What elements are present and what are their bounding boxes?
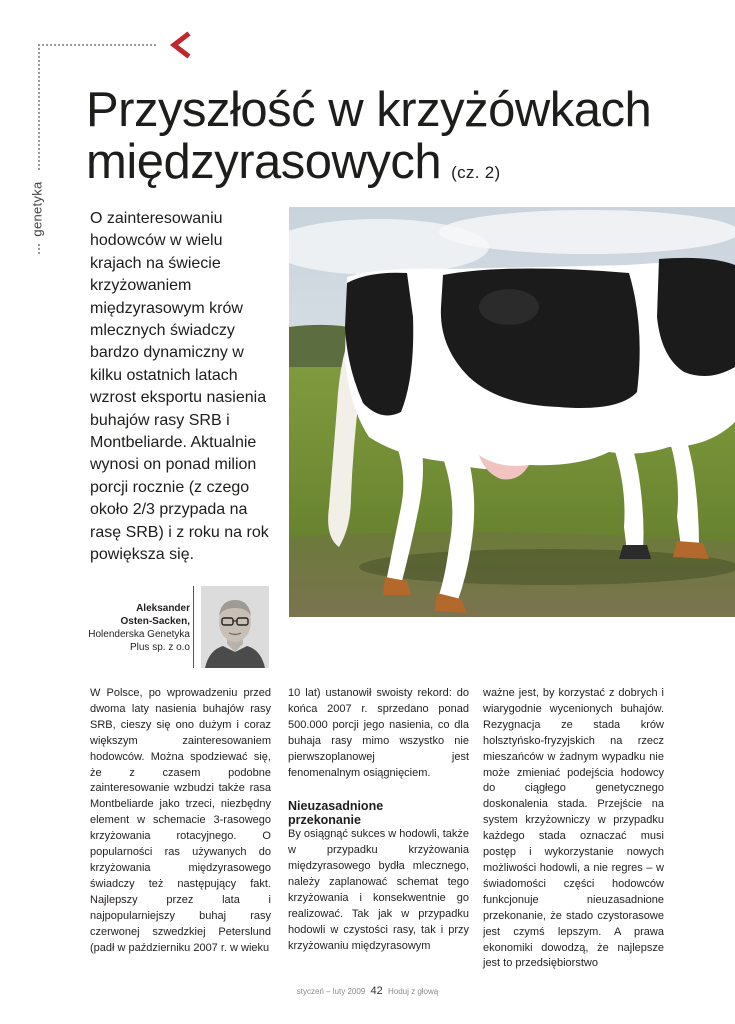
body-col3-text: ważne jest, by korzystać z dobrych i wiarygodnie wycenionych buhajów. Rezygnacja ze stada krów holsztyńsko-fryzyjskich na rzecz mieszańców w żadnym wypadku nie może zmieniać podejścia hodowcy do ciągłego genetycznego doskonalenia stada. Przejście na system krzyżowniczy w przypadku każdego stada oznaczać musi postęp i wykorzystanie nowych możliwości hodowli, a nie regres – w świadomości części hodowców funkcjonuje nieuzasadnione przekonanie, że stado czystorasowe jest czymś lepszym. A prawa ekonomiki dowodzą, że najlepsze jest to przedsiębiorstwo — [483, 687, 664, 970]
subheading — [288, 799, 469, 827]
author-portrait — [201, 586, 269, 668]
author-org-line-1: Holenderska Genetyka — [88, 629, 190, 640]
body-col2-paragraph-2: By osiągnąć sukces w hodowli, także w przypadku krzyżowania międzyrasowego bydła mlecznego, należy zaplanować schemat tego krzyżowania i konsekwentnie go realizować. Tak jak w przypadku hodowli w czystości rasy, tak i przy krzyżowaniu międzyrasowym — [288, 828, 469, 952]
article-title — [86, 84, 651, 199]
cow-photo — [289, 207, 735, 617]
body-col1-text: W Polsce, po wprowadzeniu przed dwoma laty nasienia buhajów rasy SRB, cieszy się ono dużym i coraz większym zainteresowaniem hodowców. Można spodziewać się, że z czasem podobne zainteresowanie wzbudzi także rasa Montbeliarde jako trzeci, niezbędny element w schemacie 3-rasowego krzyżowania rotacyjnego. O popularności ras używanych do krzyżowania międzyrasowego świadczy też następujący fakt. Najlepszy przez lata i najpopularniejszy buhaj rasy czerwonej szwedzkiej Peterslund (padł w październiku 2007 r. w wieku — [90, 687, 271, 954]
section-label-text: genetyka — [29, 181, 45, 237]
author-org-line-2: Plus sp. z o.o — [129, 642, 190, 653]
section-label — [22, 176, 52, 242]
title-line-1: Przyszłość w krzyżówkach — [86, 83, 652, 137]
decorative-dotted-rule-horizontal — [38, 44, 156, 46]
lead-paragraph: O zainteresowaniu hodowców w wielu krajach na świecie krzyżowaniem międzyrasowym krów mlecznych świadczy bardzo dynamiczny w kilku ostatnich latach wzrost eksportu nasienia buhajów rasy SRB i Montbeliarde. Aktualnie wynosi on ponad milion porcji rocznie (z czego około 2/3 przypada na rasę SRB) i z roku na rok powiększa się. — [90, 210, 269, 564]
title-line-2-text: międzyrasowych — [86, 135, 442, 189]
author-divider — [193, 586, 194, 668]
subheading-line-1: Nieuzasadnione — [288, 799, 384, 814]
body-col2-paragraph-1: 10 lat) ustanowił swoisty rekord: do końca 2007 r. sprzedano ponad 500.000 porcji jego nasienia, co dla buhaja rasy mimo wszystko nie pierwszoplanowej jest fenomenalnym osiągnięciem. — [288, 687, 469, 779]
author-name-line-1: Aleksander — [136, 603, 190, 614]
footer-date: styczeń – luty 2009 — [296, 987, 366, 996]
body-column-2 — [288, 686, 469, 955]
page-footer — [0, 985, 735, 997]
subheading-line-2: przekonanie — [288, 813, 361, 828]
author-credit — [86, 602, 190, 654]
title-line-2 — [86, 136, 651, 199]
title-part-number: (cz. 2) — [451, 163, 501, 182]
decorative-dotted-rule-vertical-lower — [38, 244, 40, 254]
chevron-left-icon — [166, 30, 192, 60]
author-name-line-2: Osten-Sacken, — [120, 616, 190, 627]
body-column-3 — [483, 686, 664, 972]
body-column-1 — [90, 686, 271, 956]
footer-magazine: Hoduj z głową — [387, 987, 439, 996]
decorative-dotted-rule-vertical — [38, 44, 40, 170]
page-number: 42 — [370, 985, 383, 997]
